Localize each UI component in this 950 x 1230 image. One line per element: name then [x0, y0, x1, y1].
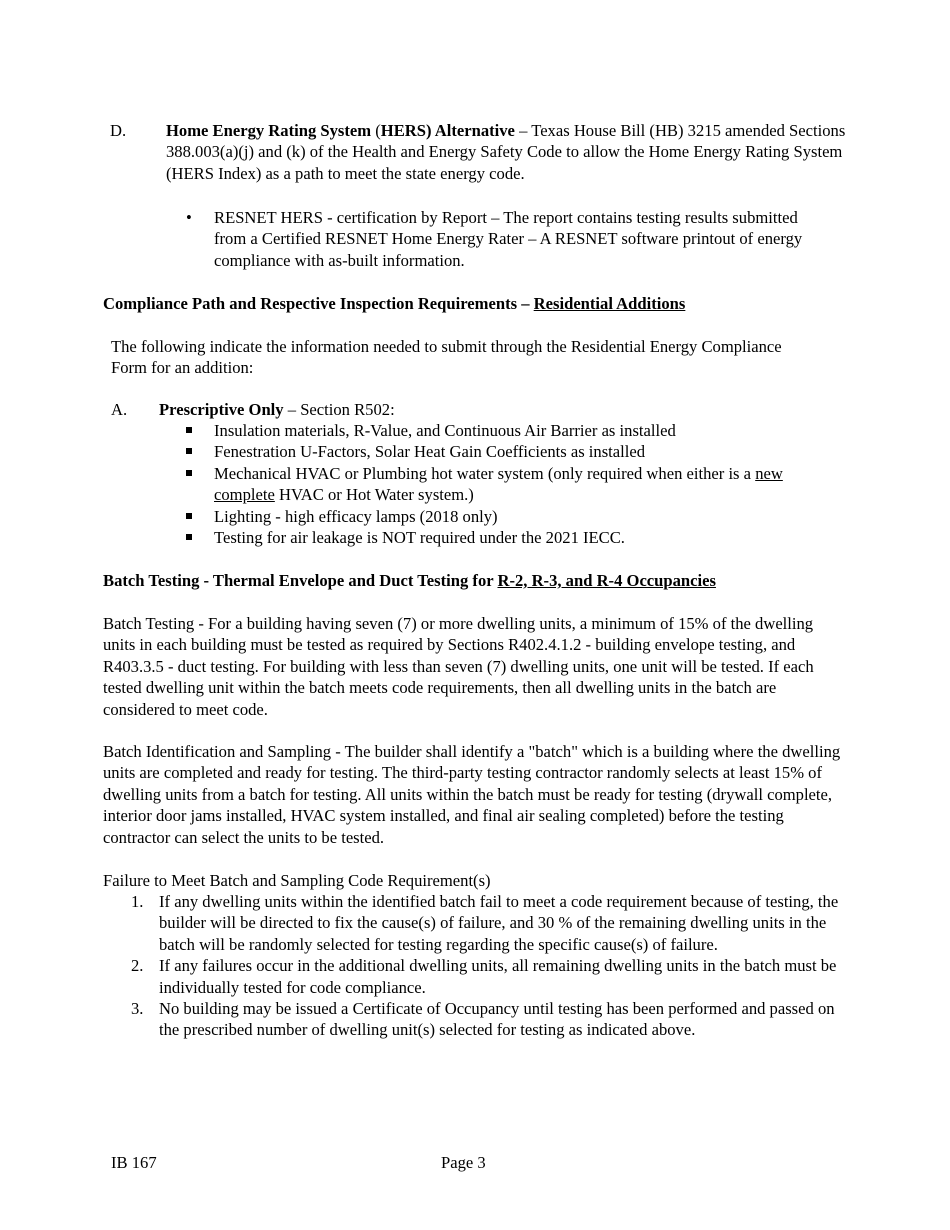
list-item: 3. No building may be issued a Certificate of Occupancy until testing has been performed and passed on the prescribed number of dwelling unit(s) selected for testing as indicated above.	[131, 999, 835, 1040]
square-bullet-icon	[186, 513, 192, 519]
list-item: Insulation materials, R-Value, and Continuous Air Barrier as installed	[186, 420, 846, 441]
new-complete-underlined: new complete	[214, 463, 783, 505]
bullet-dot: •	[186, 208, 192, 227]
square-bullet-icon	[186, 427, 192, 433]
section-d-title: Home Energy Rating System	[166, 121, 372, 140]
footer-doc-id: IB 167	[111, 1153, 157, 1172]
section-d-paragraph	[166, 120, 856, 184]
square-bullet-icon	[186, 448, 192, 454]
section-a-letter: A.	[111, 400, 128, 419]
list-item: 2. If any failures occur in the additional dwelling units, all remaining dwelling units in the batch must be individually tested for code compliance.	[131, 956, 837, 997]
list-item: Fenestration U-Factors, Solar Heat Gain Coefficients as installed	[186, 441, 846, 462]
batch-heading-underlined: R-2, R-3, and R-4 Occupancies	[497, 571, 716, 590]
batch-identification-paragraph: Batch Identification and Sampling - The builder shall identify a "batch" which is a building where the dwelling units are completed and ready for testing. The third-party testing contractor randomly selects at least 15% of dwelling units from a batch for testing. All units within the batch must be ready for testing (drywall complete, interior door jams installed, HVAC system installed, and final air sealing completed) before the testing contractor can select the units to be tested.	[103, 742, 841, 847]
batch-heading-text: Batch Testing - Thermal Envelope and Duct Testing for	[103, 571, 498, 590]
square-bullet-icon	[186, 534, 192, 540]
section-d-title-rest: HERS) Alternative	[380, 121, 515, 140]
section-d-body: – Texas House Bill (HB) 3215 amended Sections 388.003(a)(j) and (k) of the Health and Energy Safety Code to allow the Home Energy Rating System (HERS Index) as a path to meet the state energy code.	[166, 121, 846, 183]
compliance-heading	[103, 293, 863, 314]
compliance-heading-underlined: Residential Additions	[533, 294, 686, 313]
section-a-heading	[159, 399, 395, 420]
hers-bullet-text: RESNET HERS - certification by Report – The report contains testing results submitted from a Certified RESNET Home Energy Rater – A RESNET software printout of energy compliance with as-built information.	[214, 208, 803, 270]
batch-heading	[103, 570, 883, 591]
compliance-heading-text: Compliance Path and Respective Inspection Requirements –	[103, 294, 534, 313]
footer-page-number: Page 3	[441, 1153, 486, 1172]
square-bullet-icon	[186, 470, 192, 476]
batch-testing-paragraph: Batch Testing - For a building having seven (7) or more dwelling units, a minimum of 15% of the dwelling units in each building must be tested as required by Sections R402.4.1.2 - building envelope testing, and R403.3.5 - duct testing. For building with less than seven (7) dwelling units, one unit will be tested. If each tested dwelling unit within the batch meets code requirements, then all dwelling units in the batch are considered to meet code.	[103, 614, 814, 719]
additions-intro: The following indicate the information needed to submit through the Residential Energy Compliance Form for an addition:	[111, 337, 782, 378]
list-item: Lighting - high efficacy lamps (2018 only)	[186, 506, 846, 527]
section-d-letter: D.	[110, 121, 127, 140]
prescriptive-title: Prescriptive Only	[159, 400, 284, 419]
failure-list	[127, 891, 847, 1041]
list-item: Testing for air leakage is NOT required under the 2021 IECC.	[186, 527, 846, 548]
section-d-title-paren: (	[375, 121, 381, 140]
list-item: 1. If any dwelling units within the identified batch fail to meet a code requirement because of testing, the builder will be directed to fix the cause(s) of failure, and 30 % of the remaining dwelling units in the batch will be randomly selected for testing regarding the specific cause(s) of failure.	[131, 892, 839, 954]
prescriptive-title-rest: – Section R502:	[283, 400, 395, 419]
prescriptive-list	[186, 420, 846, 548]
failure-title: Failure to Meet Batch and Sampling Code Requirement(s)	[103, 871, 491, 890]
list-item: Mechanical HVAC or Plumbing hot water system (only required when either is a new complete HVAC or Hot Water system.)	[186, 463, 846, 506]
